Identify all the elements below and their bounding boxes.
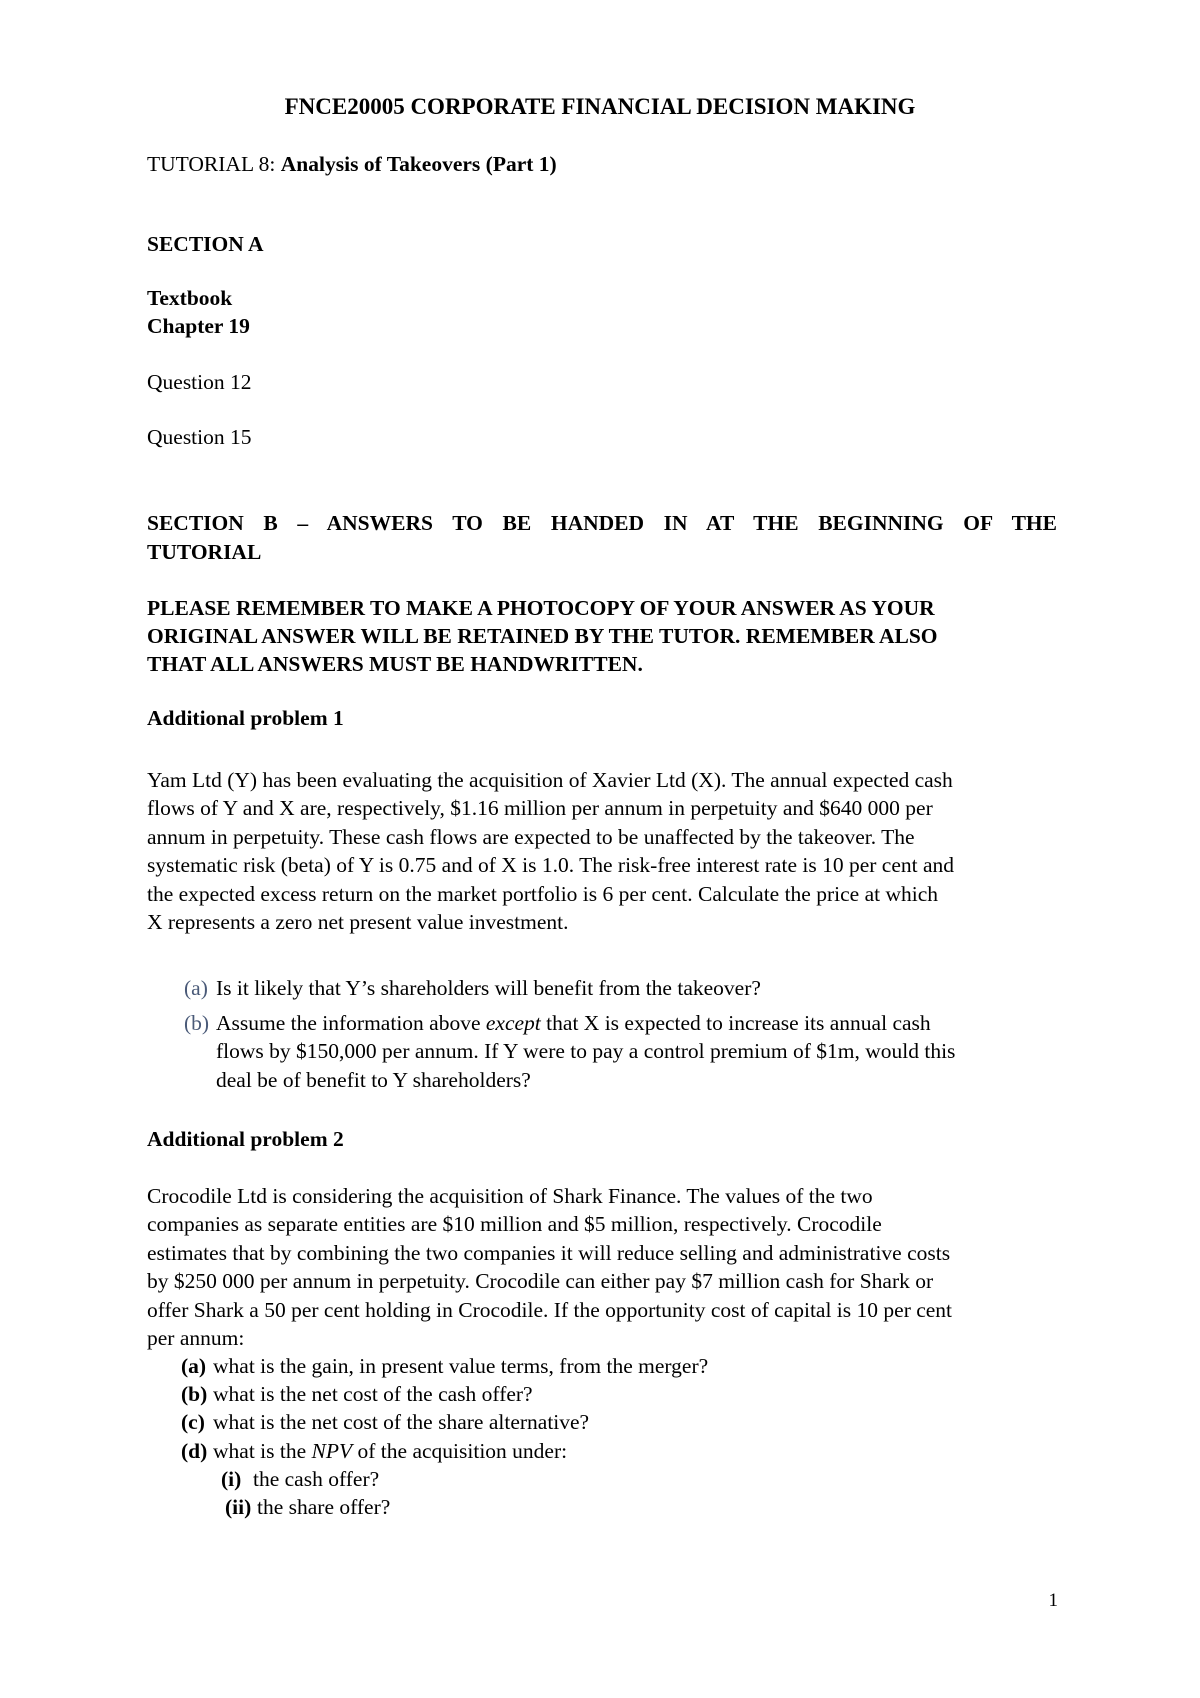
problem-1-part-b — [184, 1009, 955, 1094]
problem-2-sub-questions — [221, 1465, 390, 1521]
list-text: what is the — [213, 1438, 312, 1463]
problem-2-title: Additional problem 2 — [147, 1127, 344, 1151]
list-item — [221, 1465, 390, 1493]
document-title: FNCE20005 CORPORATE FINANCIAL DECISION MAKING — [284, 94, 916, 119]
paragraph-line: offer Shark a 50 per cent holding in Crocodile. If the opportunity cost of capital is 10 per cent — [147, 1297, 953, 1322]
list-text: the cash offer? — [253, 1467, 380, 1491]
list-item — [221, 1493, 390, 1521]
paragraph-line: systematic risk (beta) of Y is 0.75 and of X is 1.0. The risk-free interest rate is 10 per cent and — [147, 853, 955, 878]
list-item — [181, 1352, 708, 1380]
list-item — [181, 1380, 708, 1408]
paragraph-line: per annum: — [147, 1326, 245, 1351]
list-marker: (ii) — [225, 1495, 252, 1520]
reminder-notice — [147, 594, 1057, 678]
section-b-heading-line: TUTORIAL — [147, 540, 262, 564]
list-text: Assume the information above — [216, 1011, 486, 1035]
textbook-label: Textbook — [147, 286, 233, 310]
tutorial-heading — [147, 152, 557, 177]
list-text: what is the net cost of the share alternative? — [213, 1410, 590, 1435]
list-item — [181, 1437, 708, 1465]
paragraph-line: by $250 000 per annum in perpetuity. Crocodile can either pay $7 million cash for Shark or — [147, 1269, 934, 1294]
list-text: of the acquisition under: — [352, 1438, 568, 1463]
list-text: that X is expected to increase its annual cash — [540, 1011, 931, 1035]
paragraph-line: annum in perpetuity. These cash flows are expected to be unaffected by the takeover. The — [147, 824, 915, 849]
emphasis-text: except — [485, 1011, 541, 1035]
question-item: Question 15 — [147, 425, 252, 449]
list-marker: (i) — [221, 1467, 242, 1491]
problem-1-part-a — [184, 976, 761, 1001]
problem-1-body — [147, 766, 954, 936]
paragraph-line: X represents a zero net present value investment. — [147, 910, 569, 935]
section-a-heading: SECTION A — [147, 232, 264, 256]
paragraph-line: Yam Ltd (Y) has been evaluating the acquisition of Xavier Ltd (X). The annual expected cash — [147, 768, 953, 792]
problem-2-body — [147, 1182, 952, 1352]
page-number: 1 — [1048, 1590, 1058, 1611]
list-marker: (d) — [181, 1438, 208, 1463]
list-text: deal be of benefit to Y shareholders? — [216, 1067, 531, 1092]
question-item: Question 12 — [147, 370, 252, 394]
reminder-line: PLEASE REMEMBER TO MAKE A PHOTOCOPY OF YOUR ANSWER AS YOUR — [147, 596, 935, 620]
list-text: what is the gain, in present value terms, from the merger? — [213, 1354, 709, 1378]
tutorial-label: TUTORIAL 8: — [147, 152, 276, 176]
tutorial-topic: Analysis of Takeovers (Part 1) — [280, 152, 557, 176]
reminder-line: ORIGINAL ANSWER WILL BE RETAINED BY THE TUTOR. REMEMBER ALSO — [147, 624, 938, 648]
list-marker: (a) — [184, 976, 208, 1000]
list-item — [181, 1408, 708, 1436]
list-text: what is the net cost of the cash offer? — [213, 1382, 533, 1407]
list-text: Is it likely that Y’s shareholders will benefit from the takeover? — [216, 976, 761, 1000]
paragraph-line: companies as separate entities are $10 million and $5 million, respectively. Crocodile — [147, 1212, 882, 1237]
section-b-heading — [147, 511, 1057, 565]
problem-2-questions — [181, 1352, 708, 1465]
paragraph-line: the expected excess return on the market portfolio is 6 per cent. Calculate the price at which — [147, 881, 939, 906]
reminder-line: THAT ALL ANSWERS MUST BE HANDWRITTEN. — [147, 652, 643, 676]
emphasis-text: NPV — [311, 1438, 353, 1463]
list-text: the share offer? — [257, 1495, 391, 1520]
paragraph-line: estimates that by combining the two companies it will reduce selling and administrative costs — [147, 1240, 951, 1265]
list-marker: (b) — [184, 1011, 210, 1035]
section-b-heading-line: SECTION B – ANSWERS TO BE HANDED IN AT THE BEGINNING OF THE — [147, 511, 1057, 535]
list-marker: (b) — [181, 1382, 208, 1407]
list-text: flows by $150,000 per annum. If Y were to pay a control premium of $1m, would this — [216, 1039, 956, 1064]
paragraph-line: flows of Y and X are, respectively, $1.16 million per annum in perpetuity and $640 000 per — [147, 796, 933, 821]
list-marker: (c) — [181, 1410, 205, 1435]
chapter-label: Chapter 19 — [147, 314, 250, 338]
paragraph-line: Crocodile Ltd is considering the acquisition of Shark Finance. The values of the two — [147, 1184, 873, 1208]
problem-1-title: Additional problem 1 — [147, 706, 344, 730]
list-marker: (a) — [181, 1354, 207, 1378]
